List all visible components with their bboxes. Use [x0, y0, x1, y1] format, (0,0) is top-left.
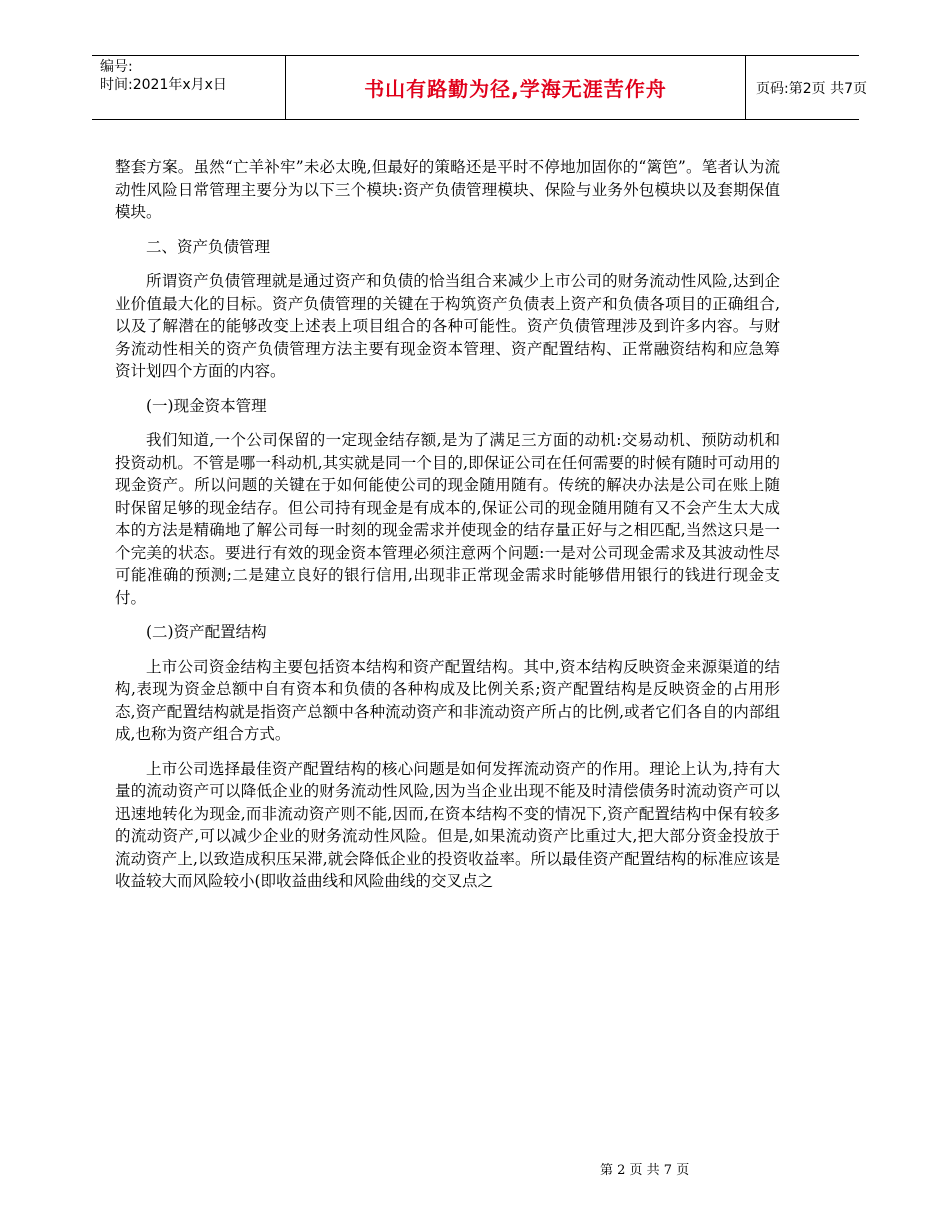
subsection-heading: (一)现金资本管理	[146, 396, 267, 415]
body-paragraph: 上市公司选择最佳资产配置结构的核心问题是如何发挥流动资产的作用。理论上认为,持有大量的流动资产可以降低企业的财务流动性风险,因为当企业出现不能及时清偿债务时流动资产可以迅速地转化为现金,而非流动资产则不能,因而,在资本结构不变的情况下,资产配置结构中保有较多的流动资产,可以减少企业的财务流动性风险。但是,如果流动资产比重过大,把大部分资金投放于流动资产上,以致造成积压呆滞,就会降低企业的投资收益率。所以最佳资产配置结构的标准应该是收益较大而风险较小(即收益曲线和风险曲线的交叉点之	[115, 759, 780, 890]
body-paragraph: 所谓资产负债管理就是通过资产和负债的恰当组合来减少上市公司的财务流动性风险,达到企业价值最大化的目标。资产负债管理的关键在于构筑资产负债表上资产和负债各项目的正确组合,以及了解潜在的能够改变上述表上项目组合的各种可能性。资产负债管理涉及到许多内容。与财务流动性相关的资产负债管理方法主要有现金资本管理、资产配置结构、正常融资结构和应急筹资计划四个方面的内容。	[115, 272, 780, 380]
header-motto: 书山有路勤为径,学海无涯苦作舟	[286, 56, 746, 119]
subsection-heading: (二)资产配置结构	[146, 623, 267, 641]
page-footer: 第 2 页 共 7 页	[600, 1163, 690, 1178]
header-page-number: 页码:第2页 共7页	[756, 80, 867, 97]
section-heading: 二、资产负债管理	[146, 237, 271, 256]
body-paragraph: 上市公司资金结构主要包括资本结构和资产配置结构。其中,资本结构反映资金来源渠道的结构,表现为资金总额中自有资本和负债的各种构成及比例关系;资产配置结构是反映资金的占用形态,资产配置结构就是指资产总额中各种流动资产和非流动资产所占的比例,或者它们各自的内部组成,也称为资产组合方式。	[115, 657, 780, 743]
document-time-label: 时间:2021年x月x日	[100, 77, 227, 93]
body-paragraph: 我们知道,一个公司保留的一定现金结存额,是为了满足三方面的动机:交易动机、预防动机和投资动机。不管是哪一科动机,其实就是同一个目的,即保证公司在任何需要的时候有随时可动用的现金资产。所以问题的关键在于如何能使公司的现金随用随有。传统的解决办法是公司在账上随时保留足够的现金结存。但公司持有现金是有成本的,保证公司的现金随用随有又不会产生太大成本的方法是精确地了解公司每一时刻的现金需求并使现金的结存量正好与之相匹配,当然这只是一个完美的状态。要进行有效的现金资本管理必须注意两个问题:一是对公司现金需求及其波动性尽可能准确的预测;二是建立良好的银行信用,出现非正常现金需求时能够借用银行的钱进行现金支付。	[115, 431, 780, 607]
document-body	[115, 156, 780, 905]
document-number-label: 编号:	[100, 59, 133, 75]
page-header	[92, 55, 867, 120]
body-paragraph: 整套方案。虽然“亡羊补牢”未必太晚,但最好的策略还是平时不停地加固你的“篱笆”。笔者认为流动性风险日常管理主要分为以下三个模块:资产负债管理模块、保险与业务外包模块以及套期保值模块。	[115, 158, 780, 221]
header-meta	[92, 56, 286, 119]
